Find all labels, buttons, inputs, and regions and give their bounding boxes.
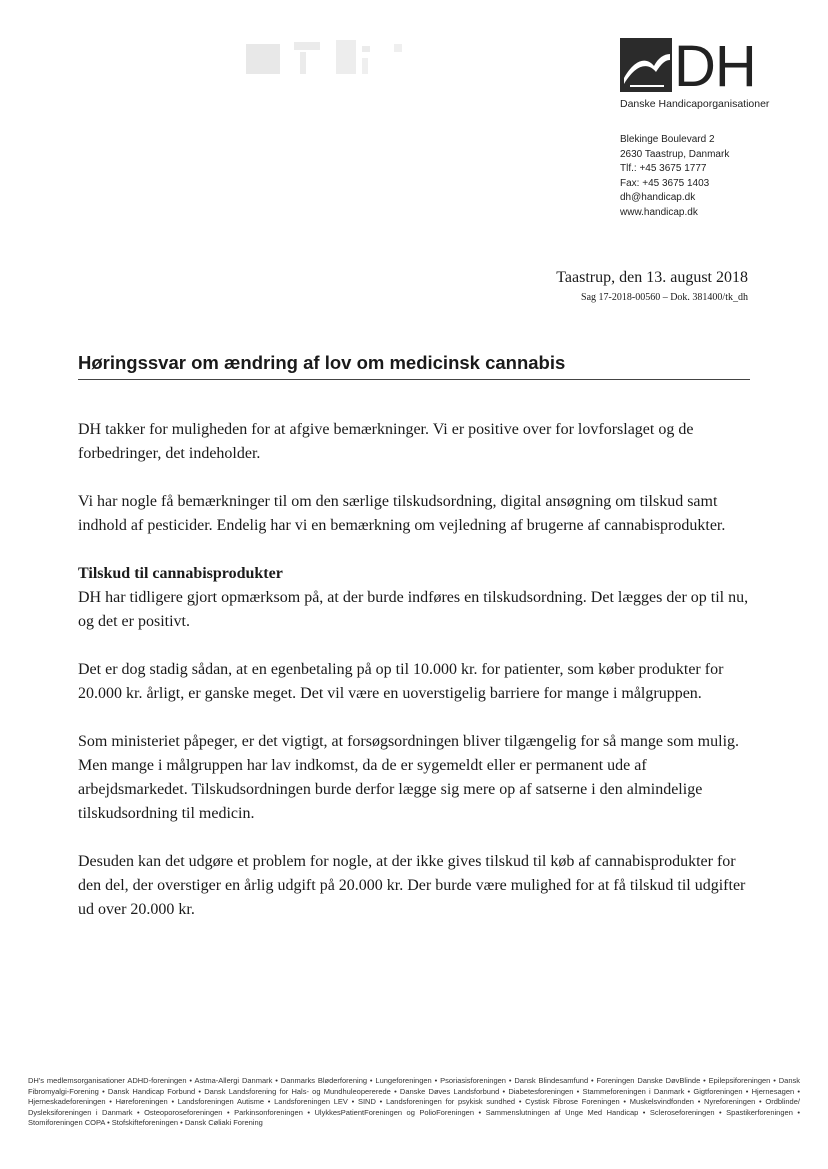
received-stamp-image	[244, 38, 404, 86]
address-fax: Fax: +45 3675 1403	[620, 177, 710, 189]
dh-logo	[620, 34, 785, 110]
paragraph: DH takker for muligheden for at afgive bemærkninger. Vi er positive over for lovforslaget og de forbedringer, det indeholder.	[78, 421, 694, 462]
address-phone: Tlf.: +45 3675 1777	[620, 163, 707, 175]
paragraph: Vi har nogle få bemærkninger til om den særlige tilskudsordning, digital ansøgning om tilskud samt indhold af pesticider. Endelig har vi en bemærkning om vejledning af brugerne af cannabisprodukter.	[78, 493, 726, 534]
paragraph: Desuden kan det udgøre et problem for nogle, at der ikke gives tilskud til køb af cannabisprodukter for den del, der overstiger en årlig udgift på 20.000 kr. Der burde være mulighed for at få tilskud til udgifter ud over 20.000 kr.	[78, 853, 746, 918]
place-and-date: Taastrup, den 13. august 2018	[556, 269, 748, 286]
case-reference: Sag 17-2018-00560 – Dok. 381400/tk_dh	[581, 292, 748, 303]
paragraph: Det er dog stadig sådan, at en egenbetaling på op til 10.000 kr. for patienter, som køber produkter for 20.000 kr. årligt, er ganske meget. Det vil være en uoverstigelig barriere for mange i målgruppen.	[78, 661, 724, 702]
member-organisations-footer: DH's medlemsorganisationer ADHD-foreningen • Astma-Allergi Danmark • Danmarks Bløderforening • Lungeforeningen • Psoriasisforeningen • Dansk Blindesamfund • Foreningen Danske DøvBlinde • Epilepsiforeningen • Dansk Fibromyalgi-Forening • Dansk Handicap Forbund • Dansk Landsforening for Hals- og Mundhuleopererede • Danske Døves Landsforbund • Diabetesforeningen • Stammeforeningen i Danmark • Gigtforeningen • Hjernesagen • Hjerneskadeforeningen • Høreforeningen • Landsforeningen Autisme • Landsforeningen LEV • SIND • Landsforeningen for psykisk sundhed • Cystisk Fibrose Foreningen • Muskelsvindfonden • Nyreforeningen • Ordblinde/ Dysleksiforeningen i Danmark • Osteoporoseforeningen • Parkinsonforeningen • UlykkesPatientForeningen og PolioForeningen • Sammenslutningen af Unge Med Handicap • Scleroseforeningen • Spastikerforeningen • Stomiforeningen COPA • Stofskifteforeningen • Dansk Cøliaki Forening	[28, 1076, 800, 1128]
document-title: Høringssvar om ændring af lov om medicinsk cannabis	[78, 352, 750, 380]
document-body	[78, 418, 758, 946]
address-email: dh@handicap.dk	[620, 192, 696, 204]
paragraph: Som ministeriet påpeger, er det vigtigt, at forsøgsordningen bliver tilgængelig for så mange som mulig. Men mange i målgruppen har lav indkomst, da de er sygemeldt eller er permanent ude af arbejdsmarkedet. Tilskudsordningen burde derfor lægge sig mere op af satserne i den almindelige tilskudsordning til medicin.	[78, 733, 740, 822]
address-website: www.handicap.dk	[620, 206, 698, 218]
section-heading: Tilskud til cannabisprodukter	[78, 565, 283, 582]
dateline	[556, 268, 748, 303]
sender-address	[620, 133, 729, 221]
logo-subtitle: Danske Handicaporganisationer	[620, 98, 770, 110]
address-city: 2630 Taastrup, Danmark	[620, 148, 730, 160]
address-street: Blekinge Boulevard 2	[620, 134, 715, 145]
dh-bird-logo-icon	[620, 38, 672, 92]
logo-wordmark: DH	[674, 34, 756, 99]
paragraph: DH har tidligere gjort opmærksom på, at der burde indføres en tilskudsordning. Det lægges der op til nu, og det er positivt.	[78, 589, 749, 630]
